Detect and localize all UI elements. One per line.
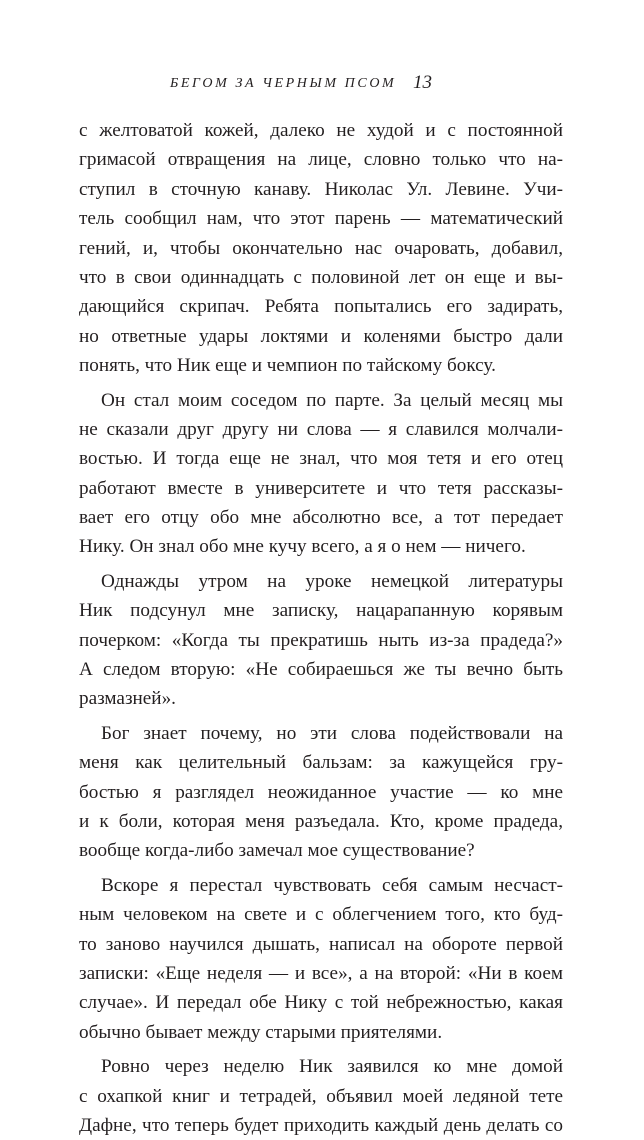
text-line: обычно бывает между старыми приятелями. [79, 1021, 443, 1043]
paragraph [79, 567, 563, 714]
text-line: то заново научился дышать, написал на обороте первой [79, 933, 563, 955]
text-line: тель сообщил нам, что этот парень — математический [79, 208, 563, 230]
text-line: ным человеком на свете и с облегчением того, кто буд- [79, 904, 563, 926]
paragraph [79, 871, 563, 1047]
text-line: случае». И передал обе Нику с той небрежностью, какая [79, 992, 563, 1014]
text-line: ступил в сточную канаву. Николас Ул. Левине. Учи- [79, 178, 563, 200]
text-line: Ник подсунул мне записку, нацарапанную корявым [79, 600, 563, 622]
paragraph [79, 386, 563, 562]
text-line: вообще когда-либо замечал мое существование? [79, 840, 475, 862]
paragraph [79, 116, 563, 381]
text-line: Однажды утром на уроке немецкой литературы [101, 570, 563, 592]
text-line: Нику. Он знал обо мне кучу всего, а я о нем — ничего. [79, 536, 526, 558]
text-line: и к боли, которая меня разъедала. Кто, кроме прадеда, [79, 810, 563, 832]
text-line: Бог знает почему, но эти слова подействовали на [101, 722, 563, 744]
text-line: записки: «Еще неделя — и все», а на второй: «Ни в коем [79, 962, 563, 984]
running-title: БЕГОМ ЗА ЧЕРНЫМ ПСОМ [170, 76, 397, 91]
text-line: меня как целительный бальзам: за кажущейся гру- [79, 752, 563, 774]
paragraph [79, 1052, 563, 1140]
text-line: вает его отцу обо мне абсолютно все, а тот передает [79, 507, 563, 529]
text-line: что в свои одиннадцать с половиной лет он еще и вы- [79, 266, 563, 288]
text-line: с охапкой книг и тетрадей, объявил моей ледяной тете [79, 1085, 563, 1107]
text-line: но ответные удары локтями и коленями быстро дали [79, 325, 563, 347]
text-line: А следом вторую: «Не собираешься же ты вечно быть [79, 659, 563, 681]
page-number: 13 [413, 72, 432, 93]
text-line: Дафне, что теперь будет приходить каждый день делать со [79, 1114, 563, 1136]
text-line: с желтоватой кожей, далеко не худой и с постоянной [79, 120, 563, 141]
text-line: востью. И тогда еще не знал, что моя тетя и его отец [79, 448, 563, 470]
text-line: гений, и, чтобы окончательно нас очаровать, добавил, [79, 237, 563, 259]
text-line: гримасой отвращения на лице, словно только что на- [79, 149, 563, 171]
text-line: почерком: «Когда ты прекратишь ныть из-за прадеда?» [79, 629, 563, 651]
text-line: бостью я разглядел неожиданное участие — ко мне [79, 781, 563, 803]
text-line: Вскоре я перестал чувствовать себя самым несчаст- [101, 874, 563, 896]
paragraph [79, 719, 563, 866]
text-line: размазней». [79, 688, 176, 710]
text-line: не сказали друг другу ни слова — я славился молчали- [79, 418, 563, 440]
text-line: дающийся скрипач. Ребята попытались его задирать, [79, 296, 563, 318]
text-line: Ровно через неделю Ник заявился ко мне домой [101, 1056, 563, 1078]
text-line: работают вместе в университете и что тетя рассказы- [79, 477, 563, 499]
body-text [79, 116, 563, 1140]
text-line: Он стал моим соседом по парте. За целый месяц мы [101, 389, 563, 411]
running-header [0, 72, 644, 102]
text-line: понять, что Ник еще и чемпион по тайскому боксу. [79, 355, 496, 377]
